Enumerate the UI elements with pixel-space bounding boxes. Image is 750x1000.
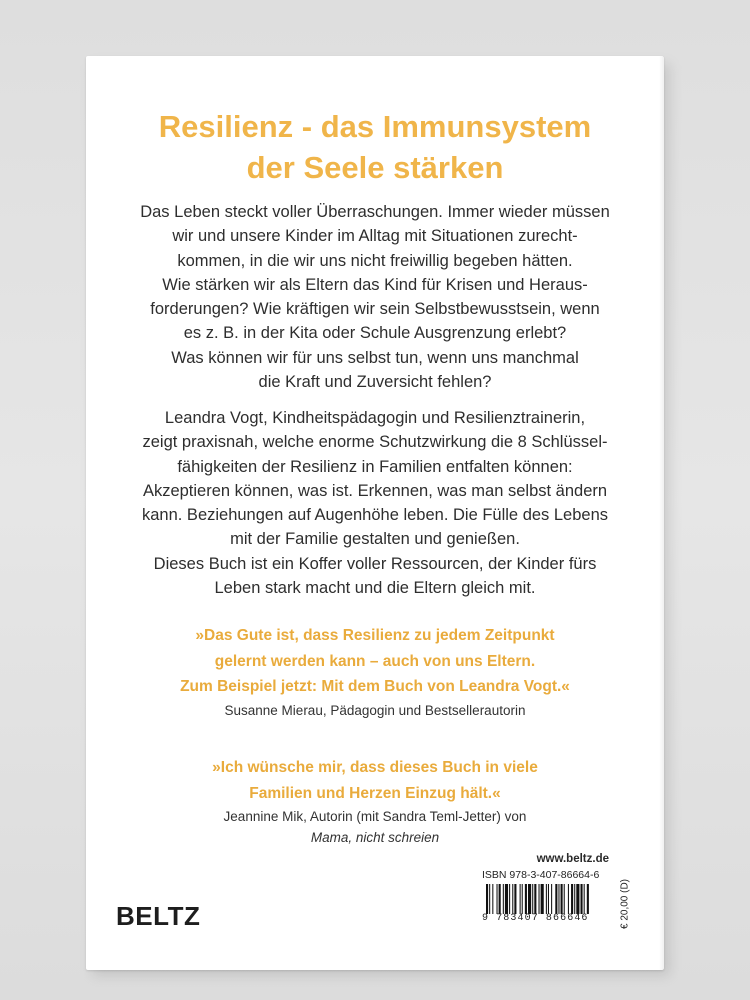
text-line: kommen, in die wir uns nicht freiwillig begeben hätten. bbox=[177, 251, 573, 270]
text-line: Dieses Buch ist ein Koffer voller Ressourcen, der Kinder fürs bbox=[153, 554, 597, 573]
text-line: fähigkeiten der Resilienz in Familien entfalten können: bbox=[177, 457, 573, 476]
testimonial-quote-2 bbox=[106, 755, 644, 848]
barcode-bar bbox=[587, 884, 589, 914]
barcode-bar bbox=[499, 884, 501, 914]
barcode-bar bbox=[555, 884, 557, 914]
quote-line: »Das Gute ist, dass Resilienz zu jedem Zeitpunkt bbox=[195, 627, 555, 644]
blurb-paragraph-2 bbox=[106, 406, 644, 600]
text-line: kann. Beziehungen auf Augenhöhe leben. Die Fülle des Lebens bbox=[141, 506, 609, 525]
barcode-bar bbox=[509, 884, 510, 914]
text-line: wir und unsere Kinder im Alltag mit Situationen zurecht- bbox=[172, 227, 578, 246]
barcode-bar bbox=[558, 884, 559, 914]
price-text: € 20,00 (D) bbox=[619, 878, 631, 929]
price-label bbox=[618, 876, 632, 931]
barcode-bar bbox=[539, 884, 540, 914]
text-line: zeigt praxisnah, welche enorme Schutzwirkung die 8 Schlüssel- bbox=[142, 433, 608, 452]
quoted-book-title: Mama, nicht schreien bbox=[310, 830, 440, 845]
text-line: Was können wir für uns selbst tun, wenn uns manchmal bbox=[171, 348, 579, 367]
testimonial-quote-1 bbox=[106, 623, 644, 721]
blurb-paragraph-1 bbox=[106, 200, 644, 394]
barcode-bar bbox=[497, 884, 498, 914]
headline bbox=[86, 106, 664, 188]
book-edge bbox=[659, 56, 664, 970]
text-line: es z. B. in der Kita oder Schule Ausgrenzung erlebt? bbox=[183, 324, 567, 343]
text-line: Das Leben steckt voller Überraschungen. Immer wieder müssen bbox=[140, 203, 610, 221]
text-line: Wie stärken wir als Eltern das Kind für Krisen und Heraus- bbox=[162, 275, 588, 294]
quote-line: gelernt werden kann – auch von uns Eltern. bbox=[214, 652, 536, 670]
barcode-bar bbox=[564, 884, 565, 914]
barcode-bar bbox=[584, 884, 585, 914]
quote-line: Zum Beispiel jetzt: Mit dem Buch von Leandra Vogt.« bbox=[180, 678, 570, 695]
headline-line-1: Resilienz - das Immunsystem bbox=[158, 109, 592, 144]
barcode-bar bbox=[561, 884, 563, 914]
text-line: Akzeptieren können, was ist. Erkennen, was man selbst ändern bbox=[142, 481, 608, 500]
quote-line: »Ich wünsche mir, dass dieses Buch in viele bbox=[212, 759, 538, 776]
text-line: mit der Familie gestalten und genießen. bbox=[230, 530, 520, 549]
quote-attribution: Jeannine Mik, Autorin (mit Sandra Teml-Jetter) von bbox=[223, 809, 527, 824]
barcode-bar bbox=[489, 884, 490, 914]
barcode-bar bbox=[581, 884, 583, 914]
barcode-bar bbox=[541, 884, 544, 914]
barcode-bar bbox=[546, 884, 547, 914]
barcode-bar bbox=[574, 884, 575, 914]
text-line: die Kraft und Zuversicht fehlen? bbox=[258, 373, 492, 392]
barcode-icon bbox=[486, 884, 616, 914]
barcode-bar bbox=[512, 884, 513, 914]
barcode-bar bbox=[534, 884, 536, 914]
barcode-bar bbox=[520, 884, 521, 914]
publisher-website: www.beltz.de bbox=[536, 853, 609, 865]
barcode-bar bbox=[492, 884, 493, 914]
barcode-bar bbox=[525, 884, 527, 914]
text-line: forderungen? Wie kräftigen wir sein Selbstbewusstsein, wenn bbox=[150, 300, 600, 319]
text-line: Leandra Vogt, Kindheitspädagogin und Resilienztrainerin, bbox=[164, 409, 586, 427]
barcode-bar bbox=[532, 884, 533, 914]
barcode-bar bbox=[522, 884, 523, 914]
barcode-bar bbox=[568, 884, 569, 914]
barcode-bar bbox=[571, 884, 573, 914]
book-back-cover bbox=[86, 56, 664, 970]
barcode-bar bbox=[528, 884, 531, 914]
text-line: Leben stark macht und die Eltern gleich mit. bbox=[214, 579, 536, 598]
barcode-bar bbox=[548, 884, 549, 914]
barcode-bar bbox=[486, 884, 488, 914]
barcode-bar bbox=[576, 884, 579, 914]
barcode-bar bbox=[551, 884, 552, 914]
barcode-bar bbox=[514, 884, 516, 914]
isbn-label: ISBN 978-3-407-86664-6 bbox=[482, 869, 600, 881]
barcode-bar bbox=[503, 884, 504, 914]
beltz-logo: BELTZ bbox=[116, 901, 201, 931]
barcode-digits: 9 783407 866646 bbox=[482, 913, 589, 924]
quote-line: Familien und Herzen Einzug hält.« bbox=[249, 784, 501, 802]
isbn-barcode-block bbox=[482, 869, 622, 924]
quote-attribution: Susanne Mierau, Pädagogin und Bestsellerautorin bbox=[224, 702, 526, 718]
barcode-bar bbox=[505, 884, 508, 914]
headline-line-2: der Seele stärken bbox=[246, 150, 504, 185]
